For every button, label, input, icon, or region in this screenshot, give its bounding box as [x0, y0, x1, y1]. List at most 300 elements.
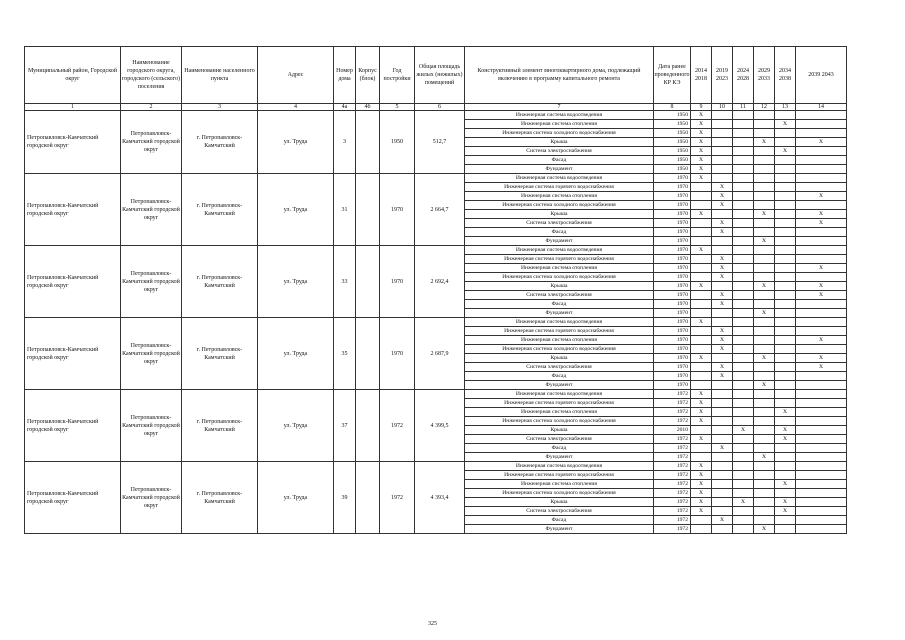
period-mark-cell: X	[775, 147, 796, 156]
period-mark-cell	[691, 336, 712, 345]
period-mark-cell	[775, 354, 796, 363]
period-mark-cell	[796, 120, 847, 129]
element-cell: Система электроснабжения	[465, 291, 654, 300]
period-mark-cell: X	[691, 390, 712, 399]
period-mark-cell: X	[712, 291, 733, 300]
period-mark-cell	[733, 192, 754, 201]
period-mark-cell: X	[775, 120, 796, 129]
period-mark-cell	[796, 480, 847, 489]
period-mark-cell: X	[691, 120, 712, 129]
period-mark-cell	[796, 246, 847, 255]
period-mark-cell	[796, 417, 847, 426]
period-mark-cell: X	[691, 165, 712, 174]
previous-repair-date-cell: 1950	[654, 156, 691, 165]
period-mark-cell	[775, 471, 796, 480]
period-mark-cell: X	[712, 327, 733, 336]
column-number: 3	[182, 104, 258, 111]
period-mark-cell	[754, 183, 775, 192]
period-mark-cell	[754, 111, 775, 120]
period-mark-cell: X	[712, 336, 733, 345]
period-mark-cell	[754, 174, 775, 183]
period-mark-cell	[712, 246, 733, 255]
element-cell: Инженерная система водоотведения	[465, 462, 654, 471]
period-mark-cell	[691, 201, 712, 210]
element-cell: Фундамент	[465, 525, 654, 534]
period-mark-cell	[691, 237, 712, 246]
period-mark-cell	[733, 327, 754, 336]
period-mark-cell	[712, 390, 733, 399]
period-mark-cell: X	[691, 156, 712, 165]
element-cell: Крыша	[465, 354, 654, 363]
period-mark-cell	[775, 138, 796, 147]
period-mark-cell	[775, 345, 796, 354]
table-row	[25, 390, 847, 399]
column-header: 2024 2028	[733, 47, 754, 104]
period-mark-cell	[796, 516, 847, 525]
period-mark-cell	[775, 282, 796, 291]
period-mark-cell	[712, 111, 733, 120]
period-mark-cell	[775, 291, 796, 300]
column-header: Номер дома	[334, 47, 356, 104]
period-mark-cell	[754, 516, 775, 525]
element-cell: Фасад	[465, 156, 654, 165]
period-mark-cell	[796, 426, 847, 435]
period-mark-cell	[733, 399, 754, 408]
element-cell: Инженерная система холодного водоснабжения	[465, 417, 654, 426]
period-mark-cell	[754, 264, 775, 273]
period-mark-cell: X	[691, 318, 712, 327]
period-mark-cell	[796, 390, 847, 399]
house-number-cell: 39	[334, 462, 356, 534]
previous-repair-date-cell: 1972	[654, 408, 691, 417]
period-mark-cell	[712, 408, 733, 417]
previous-repair-date-cell: 1972	[654, 453, 691, 462]
previous-repair-date-cell: 1972	[654, 525, 691, 534]
period-mark-cell: X	[754, 282, 775, 291]
period-mark-cell: X	[691, 138, 712, 147]
period-mark-cell	[733, 354, 754, 363]
element-cell: Инженерная система водоотведения	[465, 390, 654, 399]
period-mark-cell	[733, 255, 754, 264]
period-mark-cell	[796, 435, 847, 444]
settlement-cell: Петропавловск-Камчатский городской округ	[121, 246, 182, 318]
period-mark-cell	[691, 309, 712, 318]
period-mark-cell	[733, 300, 754, 309]
district-cell: Петропавловск-Камчатский городской округ	[25, 462, 121, 534]
previous-repair-date-cell: 1970	[654, 246, 691, 255]
settlement-cell: Петропавловск-Камчатский городской округ	[121, 390, 182, 462]
element-cell: Инженерная система холодного водоснабжения	[465, 345, 654, 354]
element-cell: Инженерная система отопления	[465, 192, 654, 201]
previous-repair-date-cell: 1970	[654, 183, 691, 192]
period-mark-cell	[796, 255, 847, 264]
period-mark-cell	[796, 183, 847, 192]
period-mark-cell	[754, 156, 775, 165]
area-cell: 2 692,4	[415, 246, 465, 318]
column-number: 6	[415, 104, 465, 111]
period-mark-cell: X	[691, 174, 712, 183]
period-mark-cell	[733, 111, 754, 120]
period-mark-cell	[712, 525, 733, 534]
period-mark-cell	[754, 300, 775, 309]
period-mark-cell	[796, 309, 847, 318]
period-mark-cell	[796, 471, 847, 480]
address-cell: ул. Труда	[258, 462, 334, 534]
period-mark-cell	[712, 426, 733, 435]
table-row	[25, 462, 847, 471]
period-mark-cell	[712, 282, 733, 291]
period-mark-cell	[754, 498, 775, 507]
column-header: Общая площадь жилых (нежилых) помещений	[415, 47, 465, 104]
block-cell	[356, 462, 380, 534]
period-mark-cell: X	[712, 228, 733, 237]
period-mark-cell: X	[775, 408, 796, 417]
period-mark-cell	[733, 444, 754, 453]
period-mark-cell	[712, 309, 733, 318]
period-mark-cell	[733, 291, 754, 300]
period-mark-cell: X	[796, 291, 847, 300]
period-mark-cell	[754, 129, 775, 138]
period-mark-cell	[691, 372, 712, 381]
locality-cell: г. Петропавловск-Камчатский	[182, 318, 258, 390]
column-header: 2029 2033	[754, 47, 775, 104]
period-mark-cell	[691, 192, 712, 201]
period-mark-cell	[733, 381, 754, 390]
period-mark-cell	[691, 453, 712, 462]
previous-repair-date-cell: 1972	[654, 498, 691, 507]
period-mark-cell	[733, 246, 754, 255]
period-mark-cell: X	[712, 219, 733, 228]
element-cell: Фундамент	[465, 453, 654, 462]
column-number: 2	[121, 104, 182, 111]
table-row	[25, 246, 847, 255]
period-mark-cell	[796, 507, 847, 516]
column-number: 4	[258, 104, 334, 111]
period-mark-cell	[712, 381, 733, 390]
period-mark-cell	[712, 237, 733, 246]
period-mark-cell	[796, 174, 847, 183]
period-mark-cell	[754, 435, 775, 444]
period-mark-cell	[754, 246, 775, 255]
period-mark-cell	[691, 444, 712, 453]
period-mark-cell	[712, 399, 733, 408]
period-mark-cell: X	[691, 354, 712, 363]
column-number: 5	[380, 104, 415, 111]
period-mark-cell	[712, 120, 733, 129]
area-cell: 512,7	[415, 111, 465, 174]
previous-repair-date-cell: 1970	[654, 282, 691, 291]
period-mark-cell	[733, 156, 754, 165]
build-year-cell: 1970	[380, 246, 415, 318]
period-mark-cell: X	[712, 372, 733, 381]
period-mark-cell: X	[691, 462, 712, 471]
period-mark-cell	[796, 525, 847, 534]
period-mark-cell: X	[712, 363, 733, 372]
period-mark-cell	[754, 444, 775, 453]
period-mark-cell	[733, 165, 754, 174]
previous-repair-date-cell: 1972	[654, 480, 691, 489]
element-cell: Фасад	[465, 228, 654, 237]
period-mark-cell	[796, 444, 847, 453]
previous-repair-date-cell: 1972	[654, 471, 691, 480]
period-mark-cell	[775, 390, 796, 399]
period-mark-cell	[691, 273, 712, 282]
column-header: Корпус (блок)	[356, 47, 380, 104]
period-mark-cell	[754, 219, 775, 228]
area-cell: 2 664,7	[415, 174, 465, 246]
block-cell	[356, 318, 380, 390]
period-mark-cell	[691, 516, 712, 525]
period-mark-cell: X	[796, 363, 847, 372]
address-cell: ул. Труда	[258, 111, 334, 174]
period-mark-cell	[691, 228, 712, 237]
column-number: 4б	[356, 104, 380, 111]
previous-repair-date-cell: 1970	[654, 174, 691, 183]
period-mark-cell	[796, 156, 847, 165]
period-mark-cell	[775, 462, 796, 471]
column-header: 2014 2018	[691, 47, 712, 104]
period-mark-cell	[733, 309, 754, 318]
settlement-cell: Петропавловск-Камчатский городской округ	[121, 318, 182, 390]
address-cell: ул. Труда	[258, 318, 334, 390]
period-mark-cell	[733, 201, 754, 210]
period-mark-cell	[754, 318, 775, 327]
period-mark-cell	[712, 498, 733, 507]
previous-repair-date-cell: 1970	[654, 381, 691, 390]
period-mark-cell	[754, 399, 775, 408]
previous-repair-date-cell: 1970	[654, 255, 691, 264]
build-year-cell: 1970	[380, 174, 415, 246]
period-mark-cell	[733, 525, 754, 534]
period-mark-cell	[733, 264, 754, 273]
period-mark-cell	[796, 237, 847, 246]
period-mark-cell	[775, 327, 796, 336]
period-mark-cell	[775, 174, 796, 183]
period-mark-cell: X	[691, 480, 712, 489]
period-mark-cell	[754, 480, 775, 489]
period-mark-cell	[691, 363, 712, 372]
period-mark-cell	[796, 408, 847, 417]
period-mark-cell	[712, 489, 733, 498]
column-header: Наименование населенного пункта	[182, 47, 258, 104]
period-mark-cell	[733, 138, 754, 147]
period-mark-cell	[796, 498, 847, 507]
build-year-cell: 1970	[380, 318, 415, 390]
period-mark-cell: X	[796, 282, 847, 291]
column-number: 11	[733, 104, 754, 111]
previous-repair-date-cell: 1972	[654, 399, 691, 408]
period-mark-cell	[712, 453, 733, 462]
period-mark-cell	[733, 471, 754, 480]
period-mark-cell	[754, 462, 775, 471]
period-mark-cell	[691, 291, 712, 300]
block-cell	[356, 246, 380, 318]
period-mark-cell	[691, 345, 712, 354]
element-cell: Инженерная система водоотведения	[465, 111, 654, 120]
period-mark-cell	[775, 453, 796, 462]
previous-repair-date-cell: 1970	[654, 354, 691, 363]
element-cell: Инженерная система горячего водоснабжения	[465, 183, 654, 192]
period-mark-cell: X	[775, 507, 796, 516]
area-cell: 2 687,9	[415, 318, 465, 390]
column-header: Наименование городского округа, городского (сельского) поселения	[121, 47, 182, 104]
period-mark-cell	[733, 453, 754, 462]
period-mark-cell: X	[712, 183, 733, 192]
period-mark-cell	[712, 129, 733, 138]
period-mark-cell	[796, 228, 847, 237]
period-mark-cell: X	[712, 264, 733, 273]
locality-cell: г. Петропавловск-Камчатский	[182, 174, 258, 246]
column-header: 2019 2023	[712, 47, 733, 104]
previous-repair-date-cell: 1970	[654, 309, 691, 318]
period-mark-cell	[775, 192, 796, 201]
period-mark-cell	[712, 435, 733, 444]
area-cell: 4 393,4	[415, 462, 465, 534]
column-number-row	[25, 104, 847, 111]
element-cell: Система электроснабжения	[465, 507, 654, 516]
period-mark-cell	[796, 453, 847, 462]
period-mark-cell	[712, 165, 733, 174]
element-cell: Фундамент	[465, 237, 654, 246]
element-cell: Крыша	[465, 498, 654, 507]
period-mark-cell	[796, 399, 847, 408]
period-mark-cell	[796, 300, 847, 309]
table-row	[25, 318, 847, 327]
period-mark-cell	[733, 480, 754, 489]
period-mark-cell	[775, 183, 796, 192]
period-mark-cell: X	[712, 192, 733, 201]
period-mark-cell	[775, 165, 796, 174]
locality-cell: г. Петропавловск-Камчатский	[182, 390, 258, 462]
house-number-cell: 35	[334, 318, 356, 390]
capital-repair-table	[24, 46, 847, 534]
house-number-cell: 3	[334, 111, 356, 174]
previous-repair-date-cell: 1970	[654, 192, 691, 201]
period-mark-cell	[775, 318, 796, 327]
element-cell: Инженерная система водоотведения	[465, 174, 654, 183]
element-cell: Система электроснабжения	[465, 147, 654, 156]
element-cell: Инженерная система горячего водоснабжения	[465, 255, 654, 264]
period-mark-cell	[796, 165, 847, 174]
house-number-cell: 33	[334, 246, 356, 318]
period-mark-cell	[691, 183, 712, 192]
period-mark-cell	[733, 336, 754, 345]
period-mark-cell	[775, 444, 796, 453]
build-year-cell: 1972	[380, 462, 415, 534]
house-number-cell: 37	[334, 390, 356, 462]
column-header: Год постройки	[380, 47, 415, 104]
element-cell: Инженерная система горячего водоснабжения	[465, 471, 654, 480]
period-mark-cell	[691, 525, 712, 534]
period-mark-cell	[754, 327, 775, 336]
address-cell: ул. Труда	[258, 246, 334, 318]
period-mark-cell	[796, 318, 847, 327]
period-mark-cell	[754, 426, 775, 435]
element-cell: Инженерная система холодного водоснабжения	[465, 489, 654, 498]
period-mark-cell	[796, 372, 847, 381]
element-cell: Инженерная система холодного водоснабжения	[465, 201, 654, 210]
previous-repair-date-cell: 1950	[654, 120, 691, 129]
previous-repair-date-cell: 1972	[654, 435, 691, 444]
period-mark-cell: X	[691, 147, 712, 156]
period-mark-cell	[733, 417, 754, 426]
period-mark-cell: X	[796, 219, 847, 228]
period-mark-cell	[796, 129, 847, 138]
element-cell: Крыша	[465, 138, 654, 147]
period-mark-cell: X	[691, 417, 712, 426]
previous-repair-date-cell: 1972	[654, 444, 691, 453]
column-header: 2034 2038	[775, 47, 796, 104]
period-mark-cell: X	[754, 237, 775, 246]
previous-repair-date-cell: 1950	[654, 111, 691, 120]
period-mark-cell	[733, 228, 754, 237]
block-cell	[356, 111, 380, 174]
address-cell: ул. Труда	[258, 174, 334, 246]
period-mark-cell: X	[712, 255, 733, 264]
period-mark-cell	[796, 327, 847, 336]
period-mark-cell	[754, 120, 775, 129]
period-mark-cell	[733, 147, 754, 156]
period-mark-cell: X	[691, 210, 712, 219]
element-cell: Фундамент	[465, 165, 654, 174]
element-cell: Фасад	[465, 372, 654, 381]
period-mark-cell	[733, 489, 754, 498]
column-number: 1	[25, 104, 121, 111]
period-mark-cell	[775, 399, 796, 408]
previous-repair-date-cell: 1972	[654, 489, 691, 498]
period-mark-cell	[796, 273, 847, 282]
previous-repair-date-cell: 1950	[654, 138, 691, 147]
previous-repair-date-cell: 1970	[654, 291, 691, 300]
period-mark-cell: X	[775, 426, 796, 435]
locality-cell: г. Петропавловск-Камчатский	[182, 111, 258, 174]
period-mark-cell	[775, 246, 796, 255]
element-cell: Инженерная система водоотведения	[465, 246, 654, 255]
column-number: 8	[654, 104, 691, 111]
previous-repair-date-cell: 1972	[654, 417, 691, 426]
period-mark-cell	[775, 489, 796, 498]
period-mark-cell	[775, 201, 796, 210]
period-mark-cell	[775, 300, 796, 309]
column-number: 7	[465, 104, 654, 111]
period-mark-cell: X	[775, 480, 796, 489]
previous-repair-date-cell: 1970	[654, 300, 691, 309]
period-mark-cell: X	[712, 273, 733, 282]
period-mark-cell	[796, 147, 847, 156]
table-row	[25, 111, 847, 120]
block-cell	[356, 174, 380, 246]
previous-repair-date-cell: 1970	[654, 363, 691, 372]
period-mark-cell	[754, 471, 775, 480]
element-cell: Система электроснабжения	[465, 435, 654, 444]
period-mark-cell	[754, 255, 775, 264]
period-mark-cell: X	[691, 111, 712, 120]
period-mark-cell	[691, 264, 712, 273]
column-number: 4а	[334, 104, 356, 111]
element-cell: Инженерная система холодного водоснабжения	[465, 273, 654, 282]
period-mark-cell	[754, 336, 775, 345]
previous-repair-date-cell: 1970	[654, 264, 691, 273]
period-mark-cell	[775, 336, 796, 345]
period-mark-cell	[775, 255, 796, 264]
period-mark-cell	[775, 228, 796, 237]
previous-repair-date-cell: 1972	[654, 507, 691, 516]
element-cell: Инженерная система отопления	[465, 480, 654, 489]
district-cell: Петропавловск-Камчатский городской округ	[25, 174, 121, 246]
element-cell: Инженерная система горячего водоснабжения	[465, 399, 654, 408]
period-mark-cell: X	[712, 516, 733, 525]
element-cell: Крыша	[465, 282, 654, 291]
